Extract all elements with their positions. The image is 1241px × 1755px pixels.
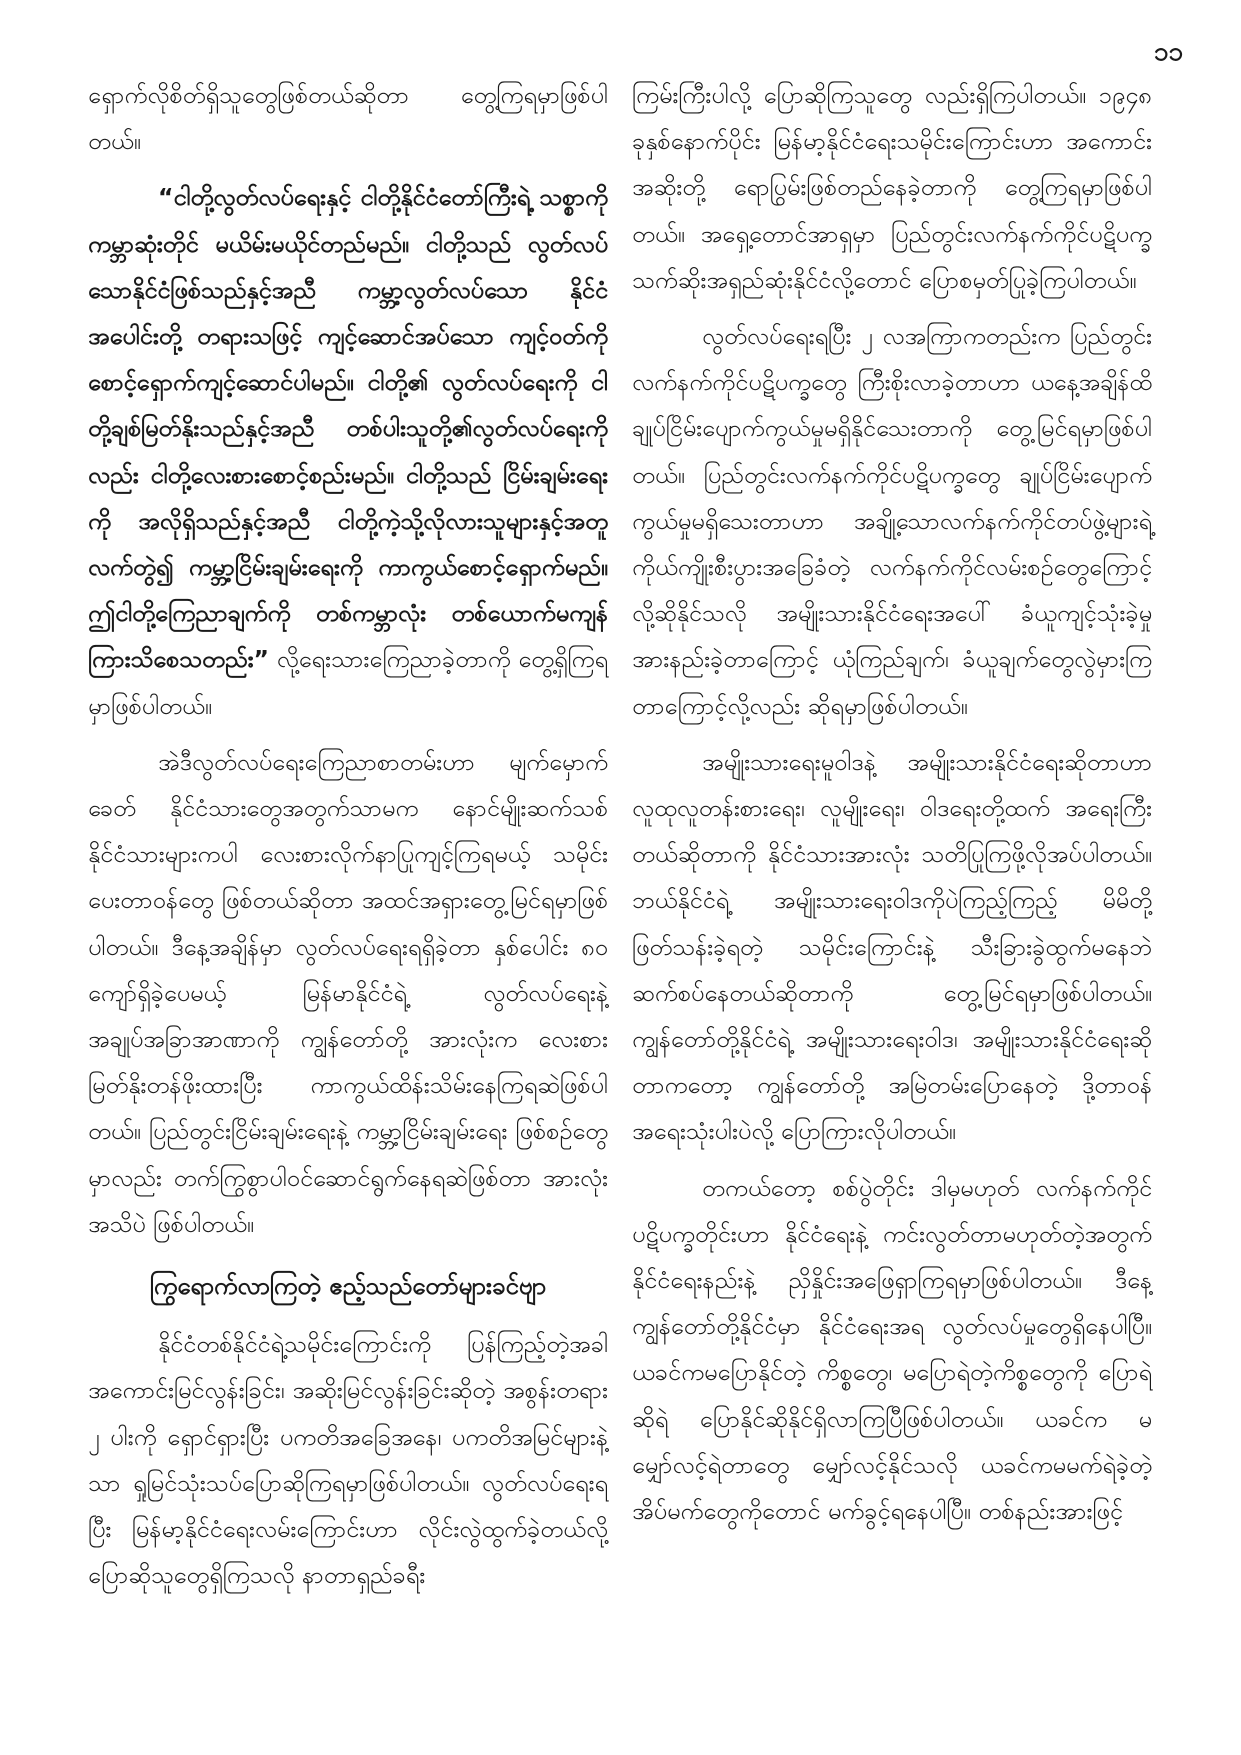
left-column [88, 72, 608, 1609]
section-heading: ကြွရောက်လာကြတဲ့ ဧည့်သည်တော်များခင်ဗျာ [149, 1272, 547, 1301]
paragraph: နိုင်ငံတစ်နိုင်ငံရဲ့သမိုင်းကြောင်းကို ပြန်ကြည့်တဲ့အခါ အကောင်းမြင်လွန်းခြင်း၊ အဆိုးမြင်လွန်းခြင်းဆိုတဲ့ အစွန်းတရား ၂ ပါးကို ရှောင်ရှားပြီး ပကတိအခြေအနေ၊ ပကတိအမြင်များနဲ့သာ ရှုမြင်သုံးသပ်ပြောဆိုကြရမှာဖြစ်ပါတယ်။ လွတ်လပ်ရေးရပြီး မြန်မာ့နိုင်ငံရေးလမ်းကြောင်းဟာ လိုင်းလွဲထွက်ခဲ့တယ်လို့ ပြောဆိုသူတွေရှိကြသလို နာတာရှည်ခရီး [88, 1330, 608, 1590]
declaration-quote: “ငါတို့လွတ်လပ်ရေးနှင့် ငါတို့နိုင်ငံတော်ကြီးရဲ့ သစ္စာကို ကမ္ဘာဆုံးတိုင် မယိမ်းမယိုင်တည်မည်။ ငါတို့သည် လွတ်လပ်သောနိုင်ငံဖြစ်သည်နှင့်အညီ ကမ္ဘာ့လွတ်လပ်သော နိုင်ငံအပေါင်းတို့ တရားသဖြင့် ကျင့်ဆောင်အပ်သော ကျင့်ဝတ်ကို စောင့်ရှောက်ကျင့်ဆောင်ပါမည်။ ငါတို့၏ လွတ်လပ်ရေးကို ငါတို့ချစ်မြတ်နိုးသည်နှင့်အညီ တစ်ပါးသူတို့၏လွတ်လပ်ရေးကိုလည်း ငါတို့လေးစားစောင့်စည်းမည်။ ငါတို့သည် ငြိမ်းချမ်းရေးကို အလိုရှိသည်နှင့်အညီ ငါတို့ကဲ့သို့လိုလားသူများနှင့်အတူလက်တွဲ၍ ကမ္ဘာ့ငြိမ်းချမ်းရေးကို ကာကွယ်စောင့်ရှောက်မည်။ ဤငါတို့ကြေညာချက်ကို တစ်ကမ္ဘာလုံး တစ်ယောက်မကျန် ကြားသိစေသတည်း” [88, 183, 608, 674]
paragraph: အမျိုးသားရေးမူဝါဒနဲ့ အမျိုးသားနိုင်ငံရေးဆိုတာဟာ လူထုလူတန်းစားရေး၊ လူမျိုးရေး၊ ဝါဒရေးတို့ထက် အရေးကြီးတယ်ဆိုတာကို နိုင်ငံသားအားလုံး သတိပြုကြဖို့လိုအပ်ပါတယ်။ ဘယ်နိုင်ငံရဲ့ အမျိုးသားရေးဝါဒကိုပဲကြည့်ကြည့် မိမိတို့ဖြတ်သန်းခဲ့ရတဲ့ သမိုင်းကြောင်းနဲ့ သီးခြားခွဲထွက်မနေဘဲ ဆက်စပ်နေတယ်ဆိုတာကို တွေ့မြင်ရမှာဖြစ်ပါတယ်။ ကျွန်တော်တို့နိုင်ငံရဲ့ အမျိုးသားရေးဝါဒ၊ အမျိုးသားနိုင်ငံရေးဆိုတာကတော့ ကျွန်တော်တို့ အမြဲတမ်းပြောနေတဲ့ ဒို့တာဝန် အရေးသုံးပါးပဲလို့ ပြောကြားလိုပါတယ်။ [632, 747, 1152, 1146]
quote-paragraph [88, 174, 608, 728]
paragraph: လွတ်လပ်ရေးရပြီး ၂ လအကြာကတည်းက ပြည်တွင်းလက်နက်ကိုင်ပဋိပက္ခတွေ ကြီးစိုးလာခဲ့တာဟာ ယနေ့အချိန်ထိ ချုပ်ငြိမ်းပျောက်ကွယ်မှုမရှိနိုင်သေးတာကို တွေ့မြင်ရမှာဖြစ်ပါတယ်။ ပြည်တွင်းလက်နက်ကိုင်ပဋိပက္ခတွေ ချုပ်ငြိမ်းပျောက်ကွယ်မှုမရှိသေးတာဟာ အချို့သောလက်နက်ကိုင်တပ်ဖွဲ့များရဲ့ ကိုယ်ကျိုးစီးပွားအခြေခံတဲ့ လက်နက်ကိုင်လမ်းစဉ်တွေကြောင့်လို့ဆိုနိုင်သလို အမျိုးသားနိုင်ငံရေးအပေါ် ခံယူကျင့်သုံးခဲ့မှုအားနည်းခဲ့တာကြောင့် ယုံကြည်ချက်၊ ခံယူချက်တွေလွဲမှားကြတာကြောင့်လို့လည်း ဆိုရမှာဖြစ်ပါတယ်။ [632, 322, 1152, 720]
right-column [632, 72, 1152, 1544]
page-number: ၁၁ [1153, 37, 1183, 67]
paragraph: တကယ်တော့ စစ်ပွဲတိုင်း ဒါမှမဟုတ် လက်နက်ကိုင်ပဋိပက္ခတိုင်းဟာ နိုင်ငံရေးနဲ့ ကင်းလွတ်တာမဟုတ်တဲ့အတွက် နိုင်ငံရေးနည်းနဲ့ ညှိနှိုင်းအဖြေရှာကြရမှာဖြစ်ပါတယ်။ ဒီနေ့ ကျွန်တော်တို့နိုင်ငံမှာ နိုင်ငံရေးအရ လွတ်လပ်မှုတွေရှိနေပါပြီ။ ယခင်ကမပြောနိုင်တဲ့ ကိစ္စတွေ၊ မပြောရဲတဲ့ကိစ္စတွေကို ပြောရဲဆိုရဲ ပြောနိုင်ဆိုနိုင်ရှိလာကြပြီဖြစ်ပါတယ်။ ယခင်က မမျှော်လင့်ရဲတာတွေ မျှော်လင့်နိုင်သလို ယခင်ကမမက်ရဲခဲ့တဲ့ အိပ်မက်တွေကိုတောင် မက်ခွင့်ရနေပါပြီ။ တစ်နည်းအားဖြင့် [632, 1173, 1152, 1526]
quote-tail: လို့ရေးသားကြေညာခဲ့တာကို တွေ့ရှိကြရမှာဖြစ်ပါတယ်။ [88, 645, 608, 720]
paragraph: အဲဒီလွတ်လပ်ရေးကြေညာစာတမ်းဟာ မျက်မှောက်ခေတ် နိုင်ငံသားတွေအတွက်သာမက နောင်မျိုးဆက်သစ် နိုင်ငံသားများကပါ လေးစားလိုက်နာပြုကျင့်ကြရမယ့် သမိုင်းပေးတာဝန်တွေ ဖြစ်တယ်ဆိုတာ အထင်အရှားတွေ့မြင်ရမှာဖြစ်ပါတယ်။ ဒီနေ့အချိန်မှာ လွတ်လပ်ရေးရရှိခဲ့တာ နှစ်ပေါင်း ၈၀ ကျော်ရှိခဲ့ပေမယ့် မြန်မာနိုင်ငံရဲ့ လွတ်လပ်ရေးနဲ့အချုပ်အခြာအာဏာကို ကျွန်တော်တို့ အားလုံးက လေးစားမြတ်နိုးတန်ဖိုးထားပြီး ကာကွယ်ထိန်းသိမ်းနေကြရဆဲဖြစ်ပါတယ်။ ပြည်တွင်းငြိမ်းချမ်းရေးနဲ့ ကမ္ဘာ့ငြိမ်းချမ်းရေး ဖြစ်စဉ်တွေမှာလည်း တက်ကြွစွာပါဝင်ဆောင်ရွက်နေရဆဲဖြစ်တာ အားလုံးအသိပဲ ဖြစ်ပါတယ်။ [88, 747, 608, 1238]
paragraph: ရှောက်လိုစိတ်ရှိသူတွေဖြစ်တယ်ဆိုတာ တွေ့ကြရမှာဖြစ်ပါတယ်။ [88, 81, 608, 156]
paragraph: ကြမ်းကြီးပါလို့ ပြောဆိုကြသူတွေ လည်းရှိကြပါတယ်။ ၁၉၄၈ ခုနှစ်နောက်ပိုင်း မြန်မာ့နိုင်ငံရေးသမိုင်းကြောင်းဟာ အကောင်းအဆိုးတို့ ရောပြွမ်းဖြစ်တည်နေခဲ့တာကို တွေ့ကြရမှာဖြစ်ပါတယ်။ အရှေ့တောင်အာရှမှာ ပြည်တွင်းလက်နက်ကိုင်ပဋိပက္ခ သက်ဆိုးအရှည်ဆုံးနိုင်ငံလို့တောင် ပြောစမှတ်ပြုခဲ့ကြပါတယ်။ [632, 81, 1152, 294]
